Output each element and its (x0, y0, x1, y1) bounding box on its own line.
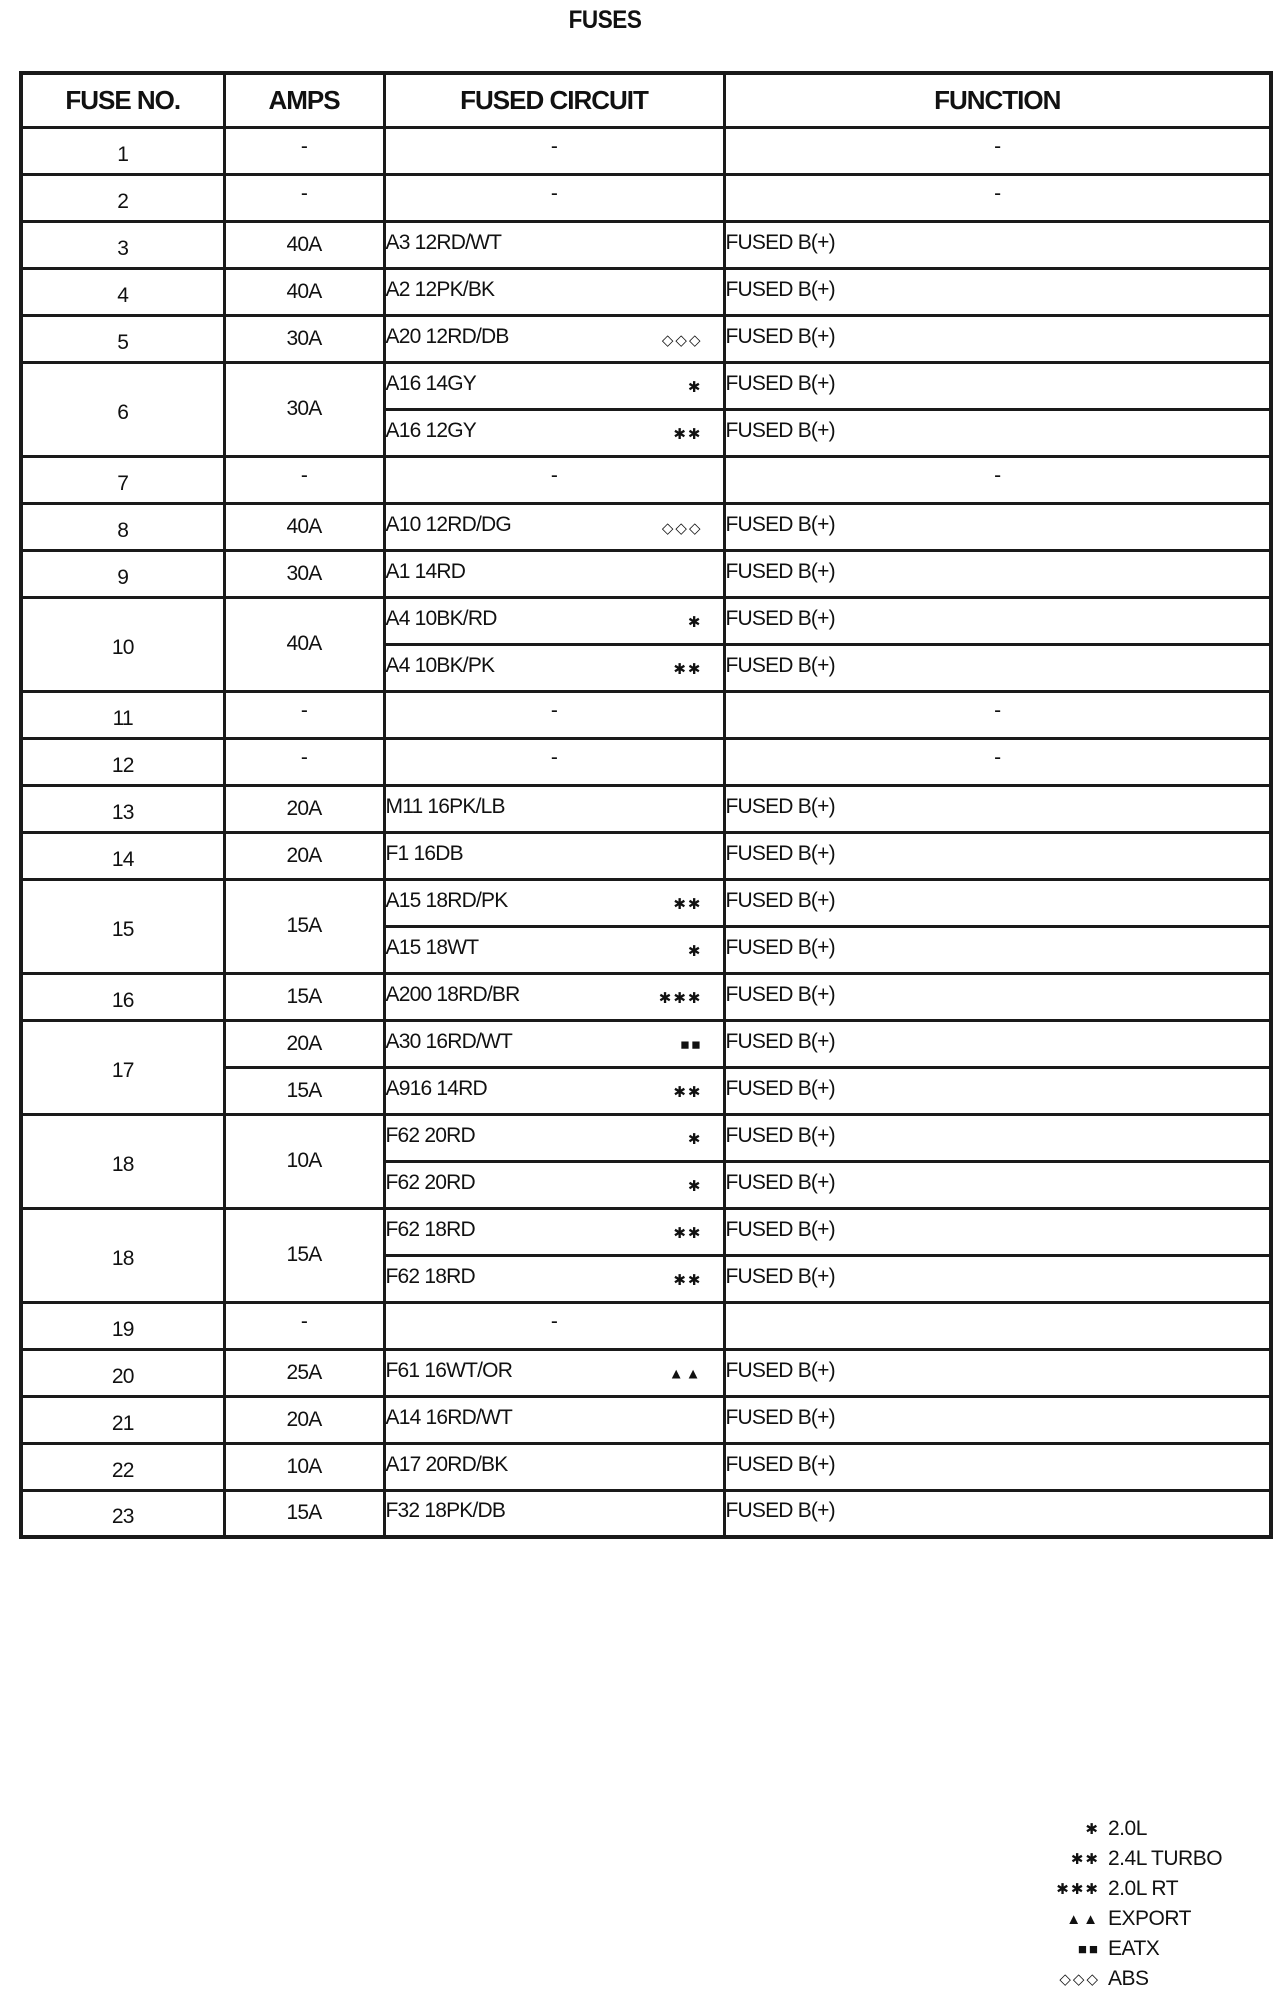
legend-symbol-icon: ◇◇◇ (1059, 1971, 1100, 1988)
function-cell (724, 832, 1271, 879)
amps-cell (224, 832, 384, 879)
application-symbol-icon: ✱✱ (673, 1224, 703, 1242)
page-title: FUSES (568, 6, 642, 34)
function-cell (724, 691, 1271, 738)
amps-cell (224, 691, 384, 738)
fused-circuit-cell (384, 738, 724, 785)
header-row (21, 73, 1271, 127)
amps-cell (224, 456, 384, 503)
function-cell (724, 973, 1271, 1020)
table-row (21, 1114, 1271, 1161)
fuse-number: 2 (117, 189, 129, 213)
fuse-number-cell (21, 1443, 224, 1490)
legend-item (1040, 1844, 1270, 1874)
legend-item (1040, 1934, 1270, 1964)
amps-cell (224, 1302, 384, 1349)
function-text: - (994, 181, 1001, 205)
function-text: FUSED B(+) (725, 1452, 835, 1476)
table-row (21, 738, 1271, 785)
amps-value: 20A (286, 1031, 322, 1055)
legend-symbol-icon: ✱✱✱ (1056, 1881, 1100, 1898)
legend-label: EATX (1108, 1937, 1160, 1960)
legend-label: 2.0L RT (1108, 1877, 1179, 1900)
amps-value: 40A (286, 279, 322, 303)
function-cell (724, 1067, 1271, 1114)
function-text: - (994, 698, 1001, 722)
fuse-number: 20 (111, 1364, 134, 1388)
function-cell (724, 221, 1271, 268)
application-symbol-icon: ✱ (687, 613, 703, 631)
table-row (21, 597, 1271, 644)
amps-cell (224, 1490, 384, 1537)
fuse-number-cell (21, 597, 224, 691)
application-symbol-icon: ✱ (687, 1130, 703, 1148)
legend (1040, 1814, 1270, 1994)
function-text: - (994, 463, 1001, 487)
table-row (21, 785, 1271, 832)
fused-circuit-cell (384, 315, 724, 362)
function-cell (724, 503, 1271, 550)
fused-circuit-cell (384, 127, 724, 174)
circuit-code: A16 14GY (385, 371, 476, 395)
fused-circuit-cell (384, 1067, 724, 1114)
function-cell (724, 738, 1271, 785)
fuse-number-cell (21, 1208, 224, 1302)
fuse-number: 18 (111, 1153, 134, 1176)
application-symbol-icon: ✱✱✱ (658, 989, 703, 1007)
fuse-number: 4 (117, 283, 129, 307)
table-row (21, 691, 1271, 738)
legend-item (1040, 1904, 1270, 1934)
fused-circuit-cell (384, 926, 724, 973)
amps-cell (224, 738, 384, 785)
table-row (21, 268, 1271, 315)
amps-value: 40A (286, 632, 322, 655)
function-cell (724, 1255, 1271, 1302)
application-symbol-icon: ▲▲ (668, 1364, 703, 1382)
amps-value: 15A (286, 914, 322, 937)
function-text: FUSED B(+) (725, 1170, 835, 1194)
table-row (21, 879, 1271, 926)
function-text: FUSED B(+) (725, 324, 835, 348)
header-function: FUNCTION (724, 73, 1271, 127)
function-cell (724, 926, 1271, 973)
table-row (21, 1208, 1271, 1255)
fused-circuit-cell (384, 456, 724, 503)
circuit-code: F62 18RD (385, 1217, 475, 1241)
fuse-number: 10 (111, 636, 134, 659)
fuse-number-cell (21, 315, 224, 362)
header-amps: AMPS (224, 73, 384, 127)
table-row (21, 221, 1271, 268)
legend-item (1040, 1964, 1270, 1994)
application-symbol-icon: ✱ (687, 1177, 703, 1195)
fused-circuit-cell (384, 691, 724, 738)
amps-value: 15A (286, 1501, 322, 1525)
table-row (21, 127, 1271, 174)
amps-value: 20A (286, 843, 322, 867)
function-cell (724, 456, 1271, 503)
circuit-code: F32 18PK/DB (385, 1499, 506, 1523)
amps-value: 20A (286, 796, 322, 820)
fused-circuit-cell (384, 550, 724, 597)
amps-value: - (300, 1309, 308, 1333)
circuit-code: A15 18WT (385, 935, 479, 959)
application-symbol-icon: ◇◇◇ (661, 519, 703, 537)
legend-symbol-icon: ✱ (1085, 1821, 1100, 1838)
fuse-number-cell (21, 1020, 224, 1114)
fused-circuit-cell (384, 409, 724, 456)
fuse-number-cell (21, 691, 224, 738)
application-symbol-icon: ■■ (680, 1035, 703, 1053)
function-cell (724, 1349, 1271, 1396)
amps-cell (224, 127, 384, 174)
amps-cell (224, 1020, 384, 1067)
fuse-number-cell (21, 1396, 224, 1443)
table-row (21, 503, 1271, 550)
fused-circuit-cell (384, 1161, 724, 1208)
amps-cell (224, 1067, 384, 1114)
circuit-code: F61 16WT/OR (385, 1358, 513, 1382)
function-text: FUSED B(+) (725, 794, 835, 818)
function-cell (724, 315, 1271, 362)
fuse-number: 9 (117, 565, 129, 589)
fuse-number-cell (21, 456, 224, 503)
fuse-table-body (21, 127, 1271, 1537)
fuse-number-cell (21, 738, 224, 785)
amps-value: 25A (286, 1360, 322, 1384)
fuse-number-cell (21, 1349, 224, 1396)
amps-value: - (300, 745, 308, 769)
legend-label: ABS (1108, 1967, 1149, 1990)
fused-circuit-cell (384, 221, 724, 268)
application-symbol-icon: ✱ (687, 378, 703, 396)
function-cell (724, 1208, 1271, 1255)
amps-cell (224, 879, 384, 973)
function-cell (724, 1443, 1271, 1490)
amps-cell (224, 268, 384, 315)
fuse-number: 3 (117, 236, 129, 260)
fuse-number: 6 (117, 401, 129, 424)
amps-value: 40A (286, 514, 322, 538)
circuit-code: A10 12RD/DG (385, 512, 511, 536)
fuse-number: 12 (111, 753, 134, 777)
table-row (21, 1396, 1271, 1443)
amps-value: - (300, 134, 308, 158)
fuse-number: 14 (111, 847, 134, 871)
circuit-code: A2 12PK/BK (385, 277, 495, 301)
function-text: FUSED B(+) (725, 559, 835, 583)
table-row (21, 1020, 1271, 1067)
function-text: FUSED B(+) (725, 418, 835, 442)
legend-symbol-icon: ▲▲ (1066, 1910, 1100, 1928)
function-text: FUSED B(+) (725, 1264, 835, 1288)
table-row (21, 1443, 1271, 1490)
function-text: FUSED B(+) (725, 606, 835, 630)
table-row (21, 550, 1271, 597)
amps-value: 40A (286, 232, 322, 256)
amps-value: 30A (286, 397, 322, 420)
fuse-number: 23 (111, 1505, 134, 1529)
amps-value: 15A (286, 1078, 322, 1102)
fuse-number-cell (21, 268, 224, 315)
table-row (21, 1490, 1271, 1537)
fused-circuit-cell (384, 1208, 724, 1255)
fuse-number-cell (21, 1114, 224, 1208)
amps-value: - (300, 463, 308, 487)
legend-label: 2.4L TURBO (1108, 1847, 1223, 1870)
amps-value: 15A (286, 1243, 322, 1266)
function-text: FUSED B(+) (725, 512, 835, 536)
amps-value: 10A (286, 1454, 322, 1478)
fuse-number: 15 (111, 918, 134, 941)
fused-circuit-cell (384, 973, 724, 1020)
circuit-code: A14 16RD/WT (385, 1405, 513, 1429)
circuit-code: A20 12RD/DB (385, 324, 509, 348)
function-text: FUSED B(+) (725, 277, 835, 301)
amps-cell (224, 1208, 384, 1302)
amps-value: - (300, 181, 308, 205)
table-row (21, 832, 1271, 879)
table-row (21, 315, 1271, 362)
amps-cell (224, 597, 384, 691)
legend-label: EXPORT (1108, 1907, 1191, 1930)
fuse-number-cell (21, 362, 224, 456)
amps-value: 15A (286, 984, 322, 1008)
function-cell (724, 268, 1271, 315)
amps-cell (224, 973, 384, 1020)
fused-circuit-cell (384, 503, 724, 550)
function-cell (724, 1396, 1271, 1443)
table-row (21, 1302, 1271, 1349)
circuit-code: F62 20RD (385, 1123, 475, 1147)
fused-circuit-cell (384, 644, 724, 691)
fuse-number: 7 (117, 471, 129, 495)
legend-symbol-icon: ■■ (1077, 1940, 1100, 1958)
fuse-number: 5 (117, 330, 129, 354)
legend-item (1040, 1814, 1270, 1844)
table-row (21, 973, 1271, 1020)
legend-item (1040, 1874, 1270, 1904)
amps-value: 30A (286, 561, 322, 585)
function-cell (724, 1161, 1271, 1208)
circuit-code: A1 14RD (385, 559, 466, 583)
function-cell (724, 1302, 1271, 1349)
application-symbol-icon: ✱✱ (673, 895, 703, 913)
fuse-number-cell (21, 973, 224, 1020)
application-symbol-icon: ◇◇◇ (661, 331, 703, 349)
amps-cell (224, 174, 384, 221)
header-fuse-no: FUSE NO. (21, 73, 224, 127)
amps-cell (224, 1114, 384, 1208)
function-cell (724, 362, 1271, 409)
fused-circuit-cell (384, 1114, 724, 1161)
function-text: FUSED B(+) (725, 888, 835, 912)
function-text: - (994, 134, 1001, 158)
function-cell (724, 409, 1271, 456)
fuse-number: 18 (111, 1247, 134, 1270)
fuse-number: 19 (111, 1317, 134, 1341)
fuse-number-cell (21, 550, 224, 597)
amps-cell (224, 1349, 384, 1396)
fused-circuit-cell (384, 832, 724, 879)
fuse-number-cell (21, 1302, 224, 1349)
function-cell (724, 550, 1271, 597)
fuse-number: 13 (111, 800, 134, 824)
fused-circuit-cell (384, 785, 724, 832)
fuse-number: 22 (111, 1458, 134, 1482)
function-text: FUSED B(+) (725, 1123, 835, 1147)
function-cell (724, 879, 1271, 926)
table-row (21, 174, 1271, 221)
function-text: FUSED B(+) (725, 935, 835, 959)
function-text: FUSED B(+) (725, 1076, 835, 1100)
circuit-code: F62 20RD (385, 1170, 475, 1194)
amps-cell (224, 550, 384, 597)
function-cell (724, 644, 1271, 691)
circuit-code: M11 16PK/LB (385, 794, 505, 818)
amps-value: 20A (286, 1407, 322, 1431)
function-text: FUSED B(+) (725, 1358, 835, 1382)
fuse-number: 16 (111, 988, 134, 1012)
circuit-code: - (550, 1309, 558, 1333)
circuit-code: A200 18RD/BR (385, 982, 520, 1006)
function-cell (724, 597, 1271, 644)
legend-symbol-icon: ✱✱ (1070, 1851, 1100, 1868)
amps-value: 30A (286, 326, 322, 350)
fuse-number: 8 (117, 518, 129, 542)
fuse-number-cell (21, 832, 224, 879)
fuse-number: 17 (111, 1059, 134, 1082)
application-symbol-icon: ✱ (687, 942, 703, 960)
application-symbol-icon: ✱✱ (673, 1083, 703, 1101)
fuse-number-cell (21, 1490, 224, 1537)
function-text: - (994, 745, 1001, 769)
function-cell (724, 1490, 1271, 1537)
function-text: FUSED B(+) (725, 230, 835, 254)
fuse-number-cell (21, 221, 224, 268)
amps-value: - (300, 698, 308, 722)
function-cell (724, 1020, 1271, 1067)
fused-circuit-cell (384, 879, 724, 926)
fused-circuit-cell (384, 268, 724, 315)
amps-cell (224, 362, 384, 456)
fuse-number-cell (21, 785, 224, 832)
function-text: FUSED B(+) (725, 371, 835, 395)
table-row (21, 456, 1271, 503)
function-cell (724, 785, 1271, 832)
amps-cell (224, 785, 384, 832)
circuit-code: A17 20RD/BK (385, 1452, 508, 1476)
table-row (21, 1349, 1271, 1396)
amps-value: 10A (286, 1149, 322, 1172)
fused-circuit-cell (384, 1490, 724, 1537)
function-text: FUSED B(+) (725, 841, 835, 865)
circuit-code: - (550, 181, 558, 205)
amps-cell (224, 1443, 384, 1490)
circuit-code: A15 18RD/PK (385, 888, 508, 912)
amps-cell (224, 315, 384, 362)
circuit-code: - (550, 463, 558, 487)
fused-circuit-cell (384, 1255, 724, 1302)
function-text: FUSED B(+) (725, 982, 835, 1006)
fuse-table (19, 71, 1273, 1539)
legend-label: 2.0L (1108, 1817, 1147, 1840)
fuse-number-cell (21, 503, 224, 550)
circuit-code: A16 12GY (385, 418, 476, 442)
application-symbol-icon: ✱✱ (673, 1271, 703, 1289)
circuit-code: - (550, 745, 558, 769)
fuse-number-cell (21, 127, 224, 174)
function-text: FUSED B(+) (725, 1405, 835, 1429)
circuit-code: - (550, 698, 558, 722)
fuse-number: 21 (111, 1411, 134, 1435)
function-cell (724, 1114, 1271, 1161)
function-text: FUSED B(+) (725, 1029, 835, 1053)
circuit-code: F1 16DB (385, 841, 463, 865)
application-symbol-icon: ✱✱ (673, 660, 703, 678)
fused-circuit-cell (384, 1349, 724, 1396)
fused-circuit-cell (384, 1020, 724, 1067)
fused-circuit-cell (384, 1443, 724, 1490)
fused-circuit-cell (384, 597, 724, 644)
amps-cell (224, 503, 384, 550)
circuit-code: F62 18RD (385, 1264, 475, 1288)
function-cell (724, 174, 1271, 221)
function-cell (724, 127, 1271, 174)
application-symbol-icon: ✱✱ (673, 425, 703, 443)
amps-cell (224, 221, 384, 268)
circuit-code: A4 10BK/RD (385, 606, 497, 630)
fuse-number: 1 (117, 142, 129, 166)
fuse-number-cell (21, 879, 224, 973)
circuit-code: A30 16RD/WT (385, 1029, 513, 1053)
fused-circuit-cell (384, 1302, 724, 1349)
circuit-code: A3 12RD/WT (385, 230, 502, 254)
amps-cell (224, 1396, 384, 1443)
header-fused-circuit: FUSED CIRCUIT (384, 73, 724, 127)
circuit-code: A916 14RD (385, 1076, 487, 1100)
fuse-number: 11 (112, 706, 133, 730)
function-text: FUSED B(+) (725, 1499, 835, 1523)
function-text: FUSED B(+) (725, 653, 835, 677)
circuit-code: - (550, 134, 558, 158)
fused-circuit-cell (384, 174, 724, 221)
table-row (21, 362, 1271, 409)
circuit-code: A4 10BK/PK (385, 653, 495, 677)
fuse-number-cell (21, 174, 224, 221)
fused-circuit-cell (384, 362, 724, 409)
fused-circuit-cell (384, 1396, 724, 1443)
function-text: FUSED B(+) (725, 1217, 835, 1241)
